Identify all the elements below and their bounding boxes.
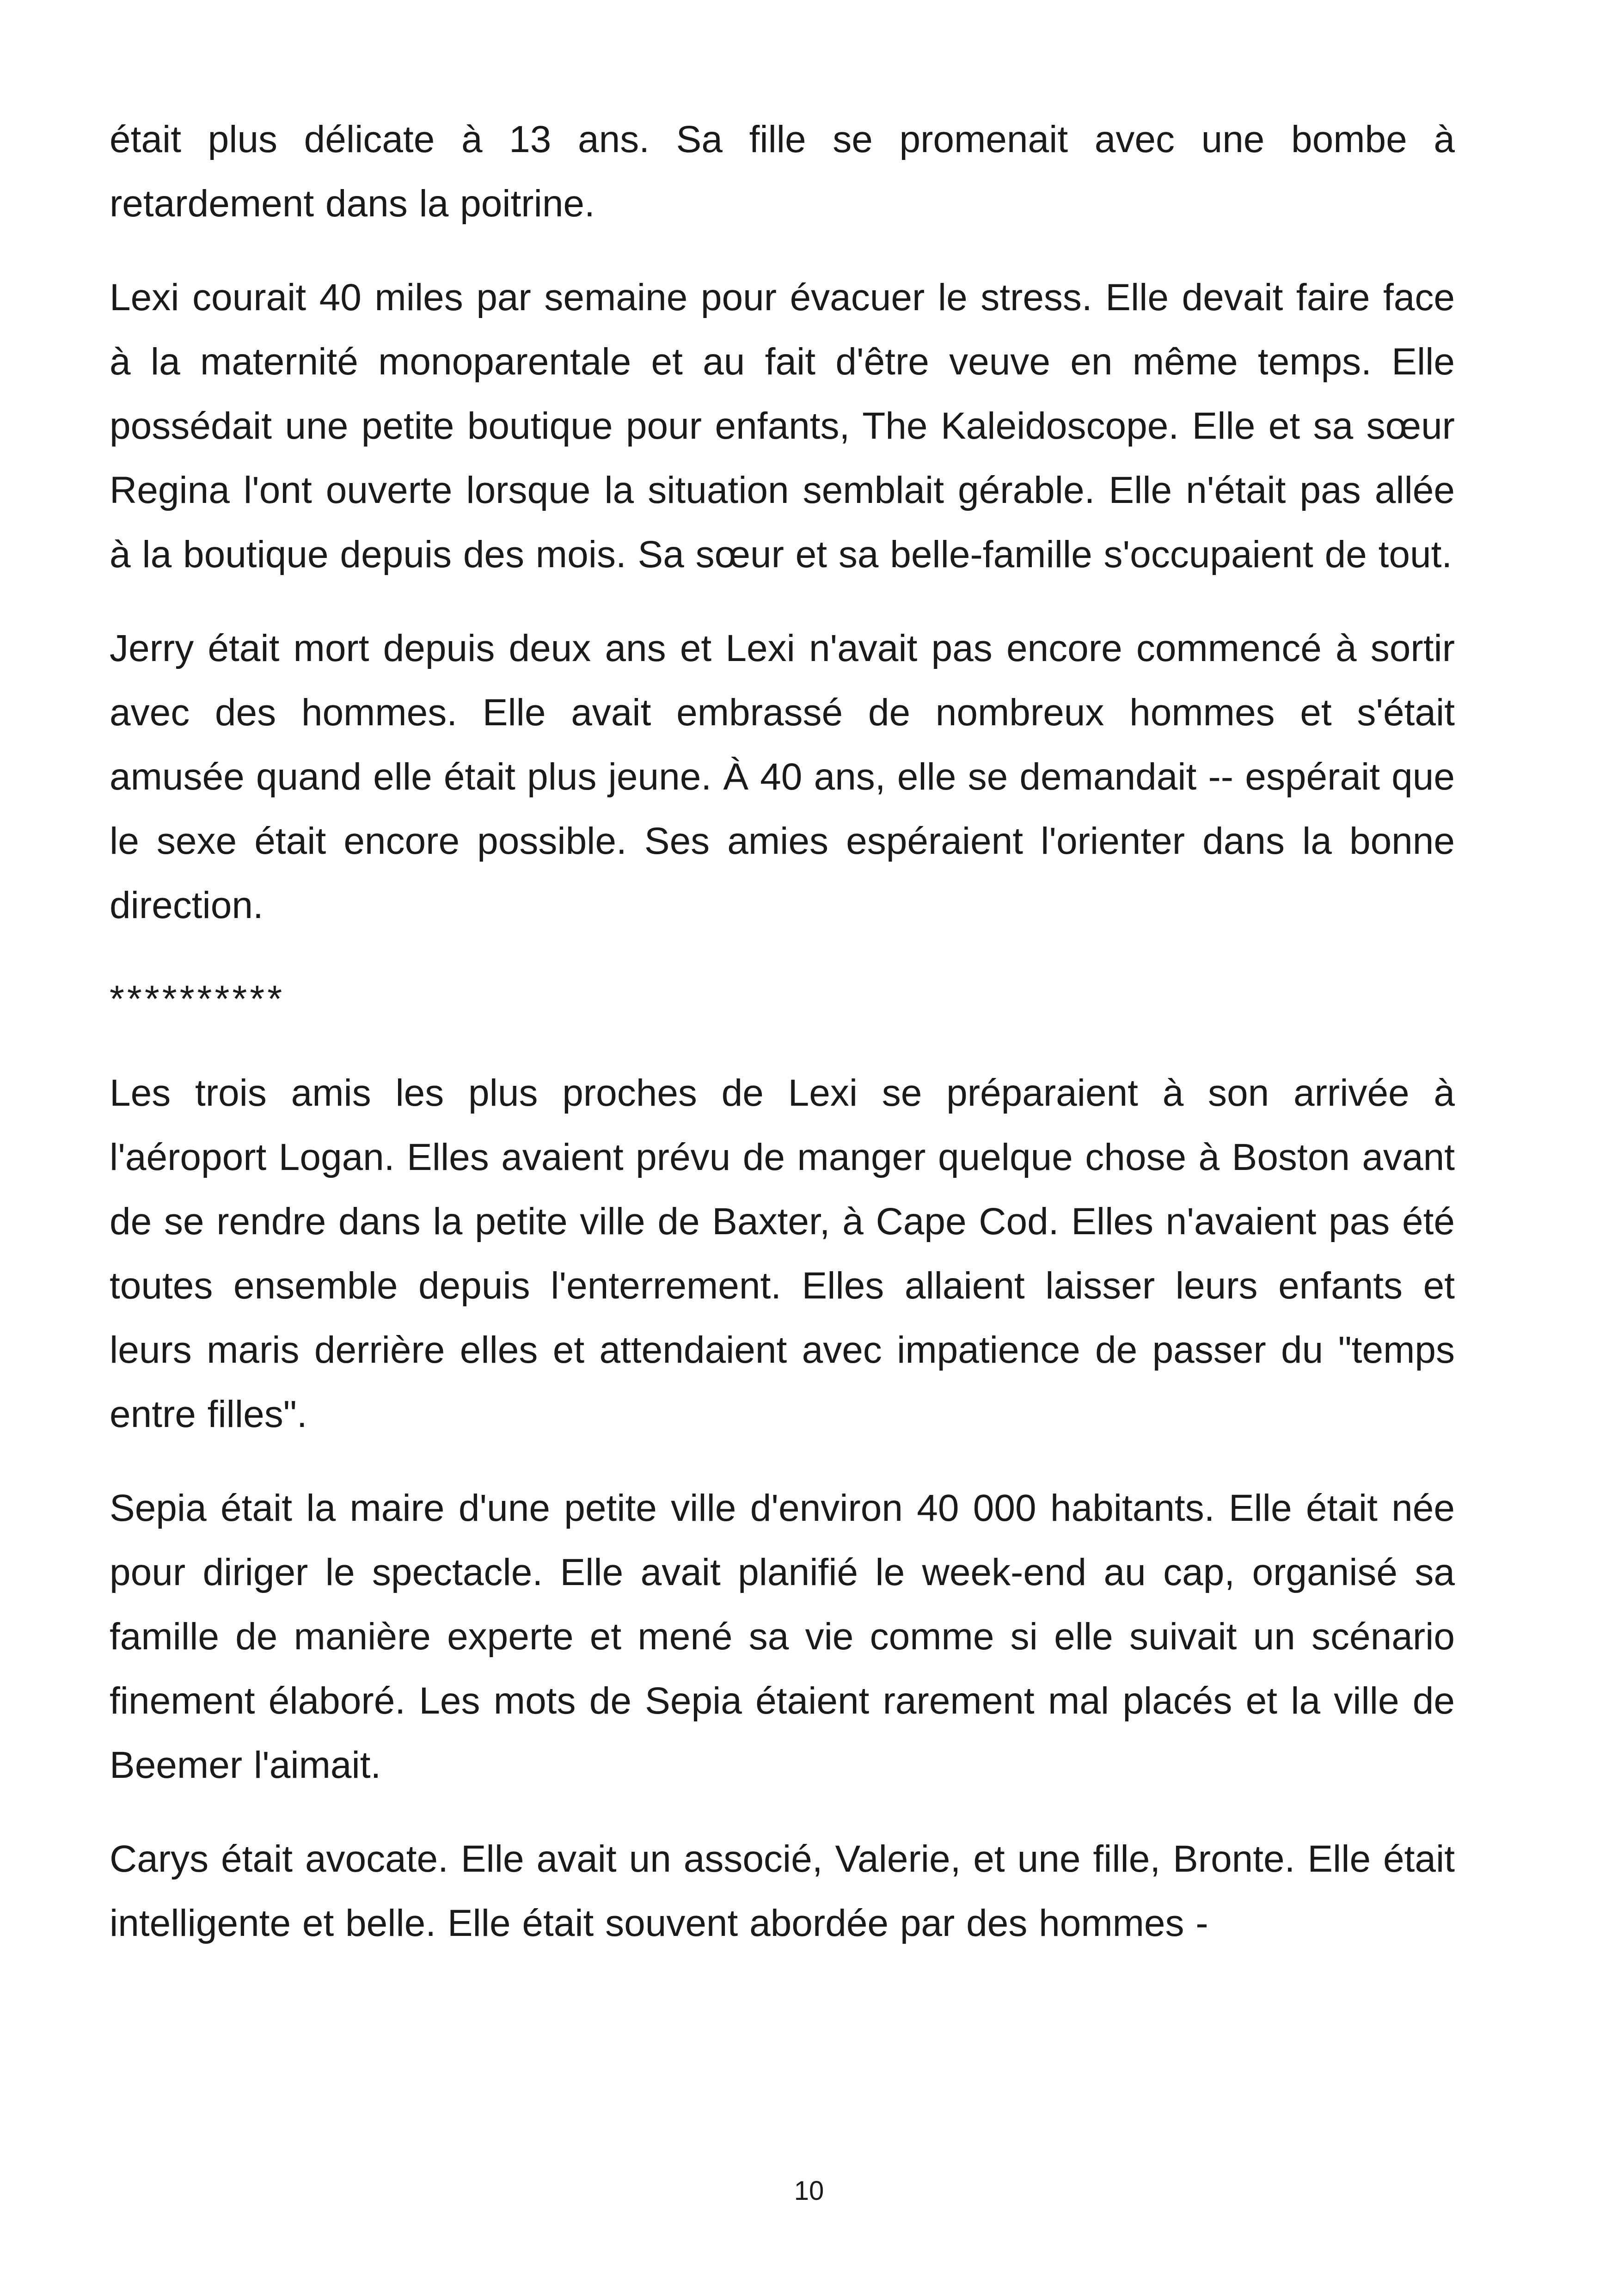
paragraph: Lexi courait 40 miles par semaine pour évacuer le stress. Elle devait faire face à la maternité monoparentale et au fait d'être veuve en même temps. Elle possédait une petite boutique pour enfants, The Kaleidoscope. Elle et sa sœur Regina l'ont ouverte lorsque la situation semblait gérable. Elle n'était pas allée à la boutique depuis des mois. Sa sœur et sa belle-famille s'occupaient de tout.	[110, 276, 1455, 576]
section-separator: **********	[110, 978, 285, 1020]
paragraph: Carys était avocate. Elle avait un associé, Valerie, et une fille, Bronte. Elle était intelligente et belle. Elle était souvent abordée par des hommes -	[110, 1838, 1455, 1944]
paragraph: Sepia était la maire d'une petite ville d'environ 40 000 habitants. Elle était née pour diriger le spectacle. Elle avait planifié le week-end au cap, organisé sa famille de manière experte et mené sa vie comme si elle suivait un scénario finement élaboré. Les mots de Sepia étaient rarement mal placés et la ville de Beemer l'aimait.	[110, 1487, 1455, 1786]
paragraph: Jerry était mort depuis deux ans et Lexi n'avait pas encore commencé à sortir avec des hommes. Elle avait embrassé de nombreux hommes et s'était amusée quand elle était plus jeune. À 40 ans, elle se demandait -- espérait que le sexe était encore possible. Ses amies espéraient l'orienter dans la bonne direction.	[110, 627, 1455, 926]
page-number: 10	[794, 2176, 824, 2206]
body-text	[110, 107, 1455, 1955]
paragraph: était plus délicate à 13 ans. Sa fille se promenait avec une bombe à retardement dans la poitrine.	[110, 118, 1455, 225]
paragraph: Les trois amis les plus proches de Lexi se préparaient à son arrivée à l'aéroport Logan. Elles avaient prévu de manger quelque chose à Boston avant de se rendre dans la petite ville de Baxter, à Cape Cod. Elles n'avaient pas été toutes ensemble depuis l'enterrement. Elles allaient laisser leurs enfants et leurs maris derrière elles et attendaient avec impatience de passer du "temps entre filles".	[110, 1072, 1455, 1435]
